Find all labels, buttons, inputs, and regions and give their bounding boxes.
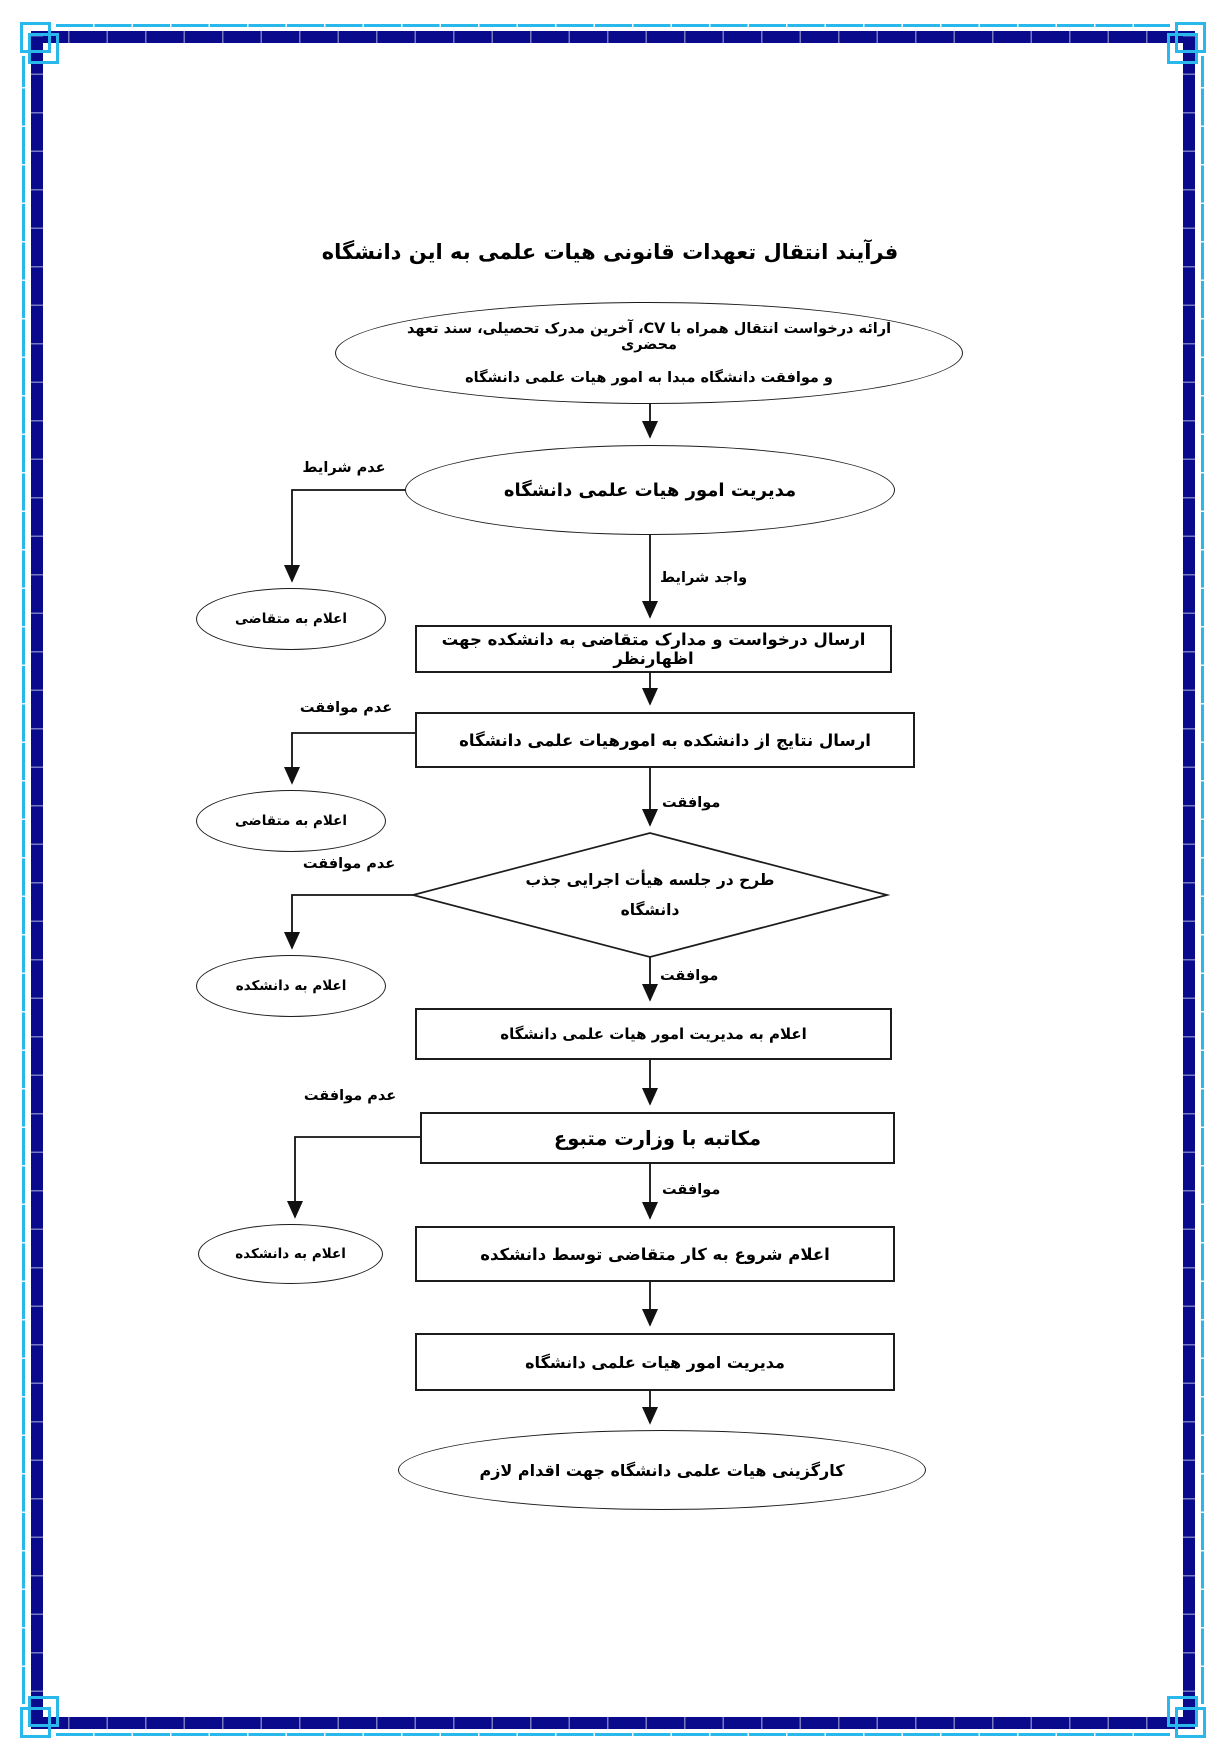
- edge-label-approval-1: موافقت: [662, 795, 721, 811]
- flow-node-notify-management: اعلام به مدیریت امور هیات علمی دانشگاه: [415, 1008, 892, 1060]
- edge-label-not-qualified: عدم شرایط: [302, 460, 386, 476]
- edge-label-disapproval-1: عدم موافقت: [299, 700, 393, 716]
- flow-node-announce-start-of-work: اعلام شروع به کار متقاضی توسط دانشکده: [415, 1226, 895, 1282]
- edge-label-approval-2: موافقت: [660, 968, 719, 984]
- edge-label-approval-3: موافقت: [662, 1182, 721, 1198]
- flow-node-notify-faculty-1: اعلام به دانشکده: [196, 955, 386, 1017]
- recruitment-board-line1: طرح در جلسه هیأت اجرایی جذب: [525, 870, 775, 889]
- edge-label-qualified: واجد شرایط: [660, 570, 748, 586]
- flow-node-start: [335, 302, 963, 404]
- flow-node-ministry-correspondence: مکاتبه با وزارت متبوع: [420, 1112, 895, 1164]
- page-title: فرآیند انتقال تعهدات قانونی هیات علمی به این دانشگاه: [321, 240, 899, 264]
- edge-label-disapproval-2: عدم موافقت: [302, 856, 396, 872]
- start-line1: ارائه درخواست انتقال همراه با CV، آخرین مدرک تحصیلی، سند تعهد محضری: [406, 320, 892, 353]
- flow-node-notify-faculty-2: اعلام به دانشکده: [198, 1224, 383, 1284]
- flow-node-notify-applicant-2: اعلام به متقاضی: [196, 790, 386, 852]
- flow-node-send-request: ارسال درخواست و مدارک متقاضی به دانشکده جهت اظهارنظر: [415, 625, 892, 673]
- flow-node-hr-final: کارگزینی هیات علمی دانشگاه جهت اقدام لازم: [398, 1430, 926, 1510]
- start-line2: و موافقت دانشگاه مبدا به امور هیات علمی دانشگاه: [465, 369, 833, 386]
- flow-node-faculty-affairs-management: مدیریت امور هیات علمی دانشگاه: [405, 445, 895, 535]
- recruitment-board-line2: دانشگاه: [620, 901, 680, 919]
- flow-node-send-results: ارسال نتایج از دانشکده به امورهیات علمی دانشگاه: [415, 712, 915, 768]
- flow-node-faculty-affairs-management-2: مدیریت امور هیات علمی دانشگاه: [415, 1333, 895, 1391]
- flow-node-notify-applicant-1: اعلام به متقاضی: [196, 588, 386, 650]
- edge-label-disapproval-3: عدم موافقت: [303, 1088, 397, 1104]
- flow-node-recruitment-board: [470, 858, 830, 932]
